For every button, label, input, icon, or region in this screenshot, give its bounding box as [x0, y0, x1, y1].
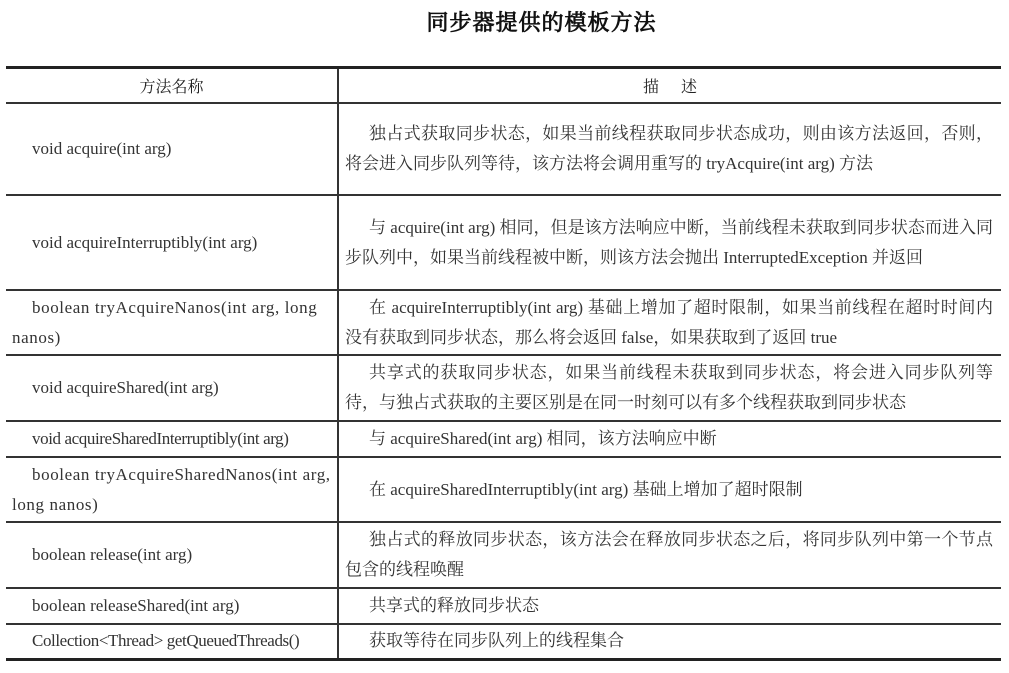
description-cell: 在 acquireInterruptibly(int arg) 基础上增加了超时限制，如果当前线程在超时时间内没有获取到同步状态，那么将会返回 false，如果获取到了返回 true [338, 290, 1001, 355]
method-name-cell: boolean release(int arg) [6, 522, 338, 588]
method-name-cell: boolean tryAcquireNanos(int arg, long nanos) [6, 290, 338, 355]
template-methods-table [6, 66, 1001, 661]
description-cell: 与 acquire(int arg) 相同，但是该方法响应中断，当前线程未获取到同步状态而进入同步队列中，如果当前线程被中断，则该方法会抛出 InterruptedException 并返回 [338, 195, 1001, 290]
header-method-name: 方法名称 [6, 68, 338, 104]
description-cell: 在 acquireSharedInterruptibly(int arg) 基础上增加了超时限制 [338, 457, 1001, 522]
table-row [6, 421, 1001, 457]
table-row [6, 195, 1001, 290]
table-row [6, 588, 1001, 624]
header-description-label: 描述 [642, 77, 719, 96]
table-row [6, 290, 1001, 355]
table-row [6, 624, 1001, 659]
method-name-cell: void acquireInterruptibly(int arg) [6, 195, 338, 290]
description-cell: 独占式的释放同步状态，该方法会在释放同步状态之后，将同步队列中第一个节点包含的线程唤醒 [338, 522, 1001, 588]
method-name-cell: void acquireSharedInterruptibly(int arg) [6, 421, 338, 457]
method-name-cell: boolean tryAcquireSharedNanos(int arg, long nanos) [6, 457, 338, 522]
description-cell: 独占式获取同步状态，如果当前线程获取同步状态成功，则由该方法返回，否则，将会进入同步队列等待，该方法将会调用重写的 tryAcquire(int arg) 方法 [338, 103, 1001, 195]
method-name-cell: void acquireShared(int arg) [6, 355, 338, 421]
header-description [338, 68, 1001, 104]
description-cell: 共享式的释放同步状态 [338, 588, 1001, 624]
description-cell: 共享式的获取同步状态，如果当前线程未获取到同步状态，将会进入同步队列等待，与独占式获取的主要区别是在同一时刻可以有多个线程获取到同步状态 [338, 355, 1001, 421]
table-title: 同步器提供的模板方法 [426, 11, 657, 36]
method-name-cell: Collection<Thread> getQueuedThreads() [6, 624, 338, 659]
description-cell: 与 acquireShared(int arg) 相同，该方法响应中断 [338, 421, 1001, 457]
table-row [6, 457, 1001, 522]
method-name-cell: boolean releaseShared(int arg) [6, 588, 338, 624]
table-row [6, 355, 1001, 421]
table-row [6, 522, 1001, 588]
table-row [6, 103, 1001, 195]
description-cell: 获取等待在同步队列上的线程集合 [369, 631, 624, 651]
method-name-cell: void acquire(int arg) [6, 103, 338, 195]
table-header-row [6, 68, 1001, 104]
